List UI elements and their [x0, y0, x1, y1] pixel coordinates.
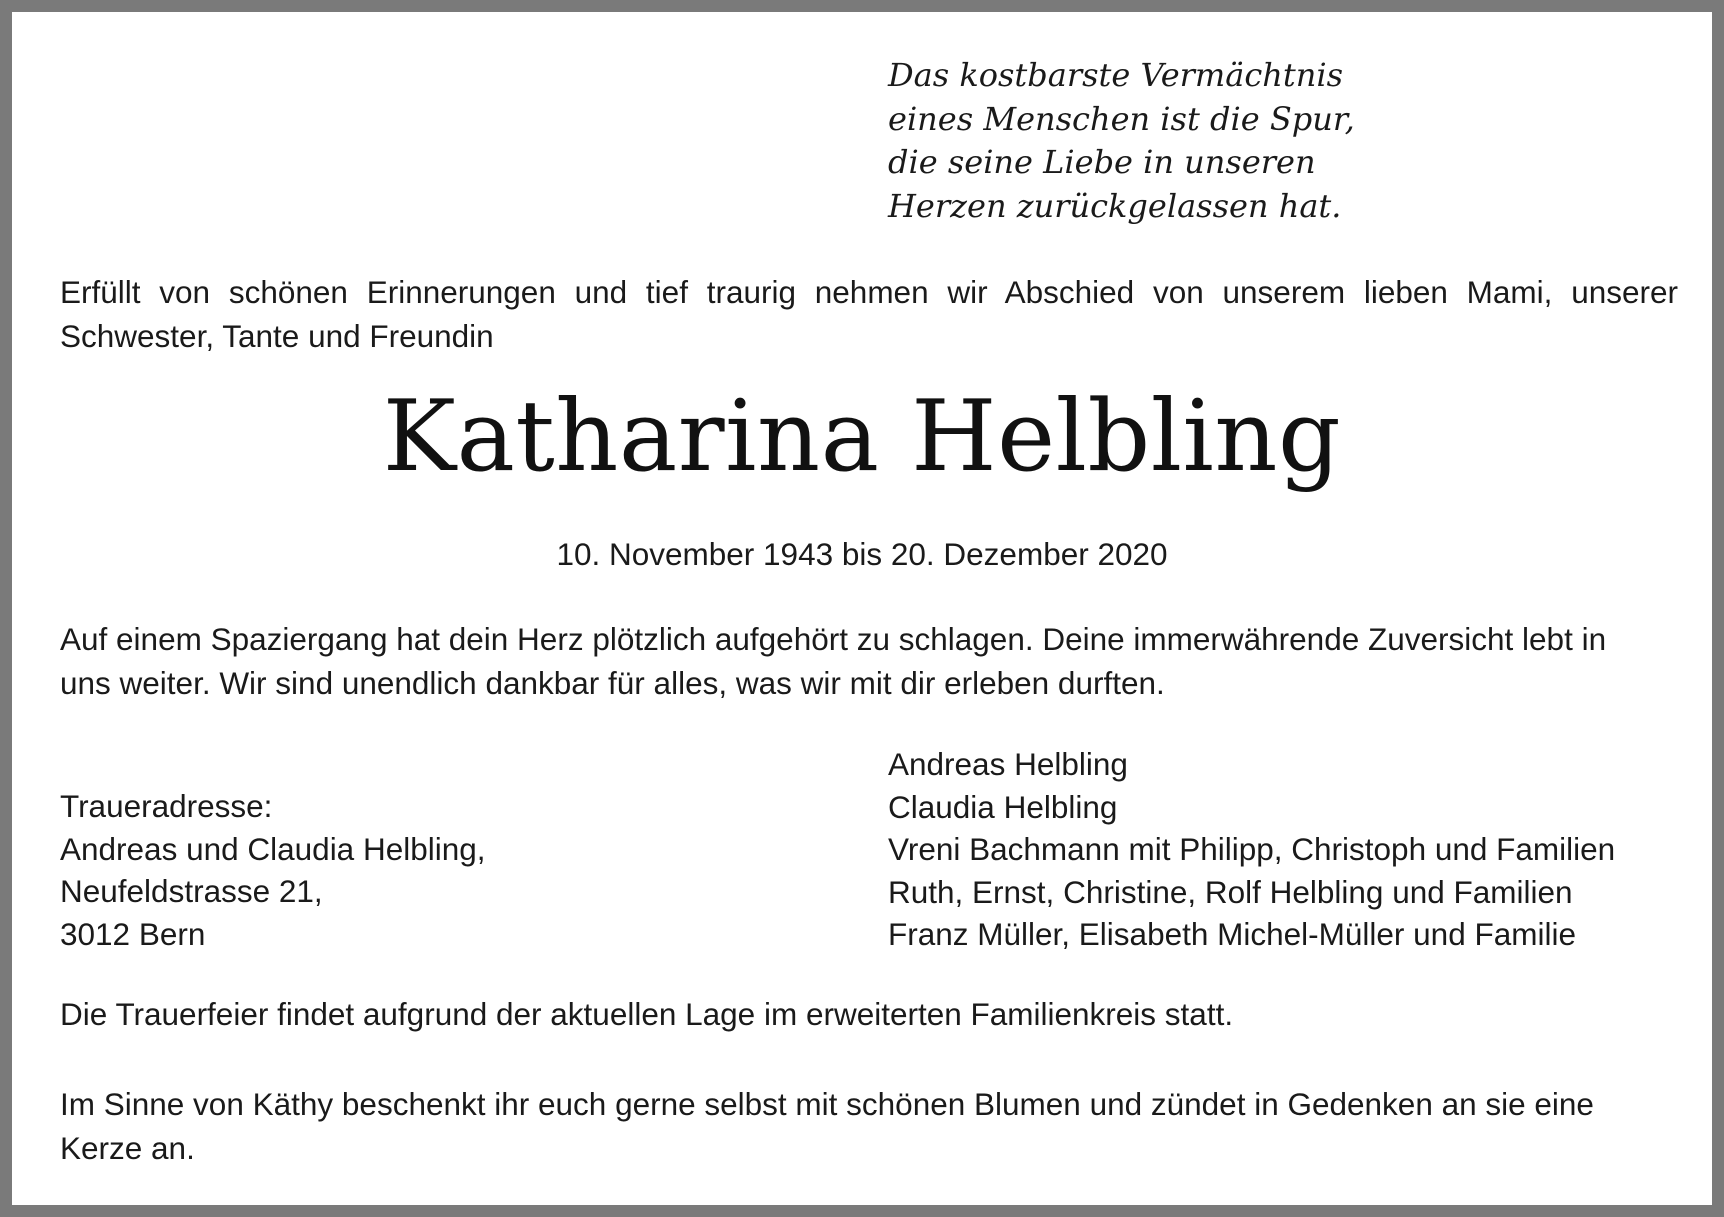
ceremony-paragraph — [60, 993, 1678, 1037]
message-line: uns weiter. Wir sind unendlich dankbar für alles, was wir mit dir erleben durften. — [60, 664, 1165, 701]
family-member: Franz Müller, Elisabeth Michel-Müller und Familie — [888, 916, 1576, 952]
message-line: Auf einem Spaziergang hat dein Herz plötzlich aufgehört zu schlagen. Deine immerwährende Zuversicht lebt in — [60, 621, 1607, 657]
closing-line: Kerze an. — [60, 1129, 195, 1166]
family-member: Claudia Helbling — [888, 788, 1118, 825]
ceremony-line: Die Trauerfeier findet aufgrund der aktuellen Lage im erweiterten Familienkreis statt. — [60, 996, 1234, 1032]
intro-line: Erfüllt von schönen Erinnerungen und tief traurig nehmen wir Abschied von unserem lieben Mami, unserer — [60, 274, 1678, 310]
quote-line: Herzen zurückgelassen hat. — [888, 186, 1342, 225]
mourning-address — [60, 785, 486, 955]
obituary-notice — [12, 12, 1712, 1205]
deceased-name: Katharina Helbling — [382, 380, 1342, 494]
family-member: Ruth, Ernst, Christine, Rolf Helbling und Familien — [888, 873, 1573, 910]
closing-line: Im Sinne von Käthy beschenkt ihr euch gerne selbst mit schönen Blumen und zündet in Gedenken an sie eine — [60, 1086, 1594, 1122]
family-member: Vreni Bachmann mit Philipp, Christoph und Familien — [888, 831, 1616, 867]
address-line: Neufeldstrasse 21, — [60, 873, 323, 909]
family-member: Andreas Helbling — [888, 746, 1128, 782]
address-line: Traueradresse: — [60, 788, 273, 824]
intro-paragraph — [60, 271, 1678, 358]
memorial-quote — [888, 54, 1355, 228]
address-line: 3012 Bern — [60, 915, 206, 952]
quote-line: Das kostbarste Vermächtnis — [888, 56, 1343, 94]
family-signatories — [888, 743, 1615, 956]
quote-line: die seine Liebe in unseren — [888, 143, 1316, 181]
address-line: Andreas und Claudia Helbling, — [60, 830, 486, 867]
life-dates: 10. November 1943 bis 20. Dezember 2020 — [556, 536, 1168, 572]
closing-paragraph — [60, 1083, 1678, 1170]
intro-line: Schwester, Tante und Freundin — [60, 317, 494, 354]
message-paragraph — [60, 618, 1678, 705]
quote-line: eines Menschen ist die Spur, — [888, 99, 1355, 138]
